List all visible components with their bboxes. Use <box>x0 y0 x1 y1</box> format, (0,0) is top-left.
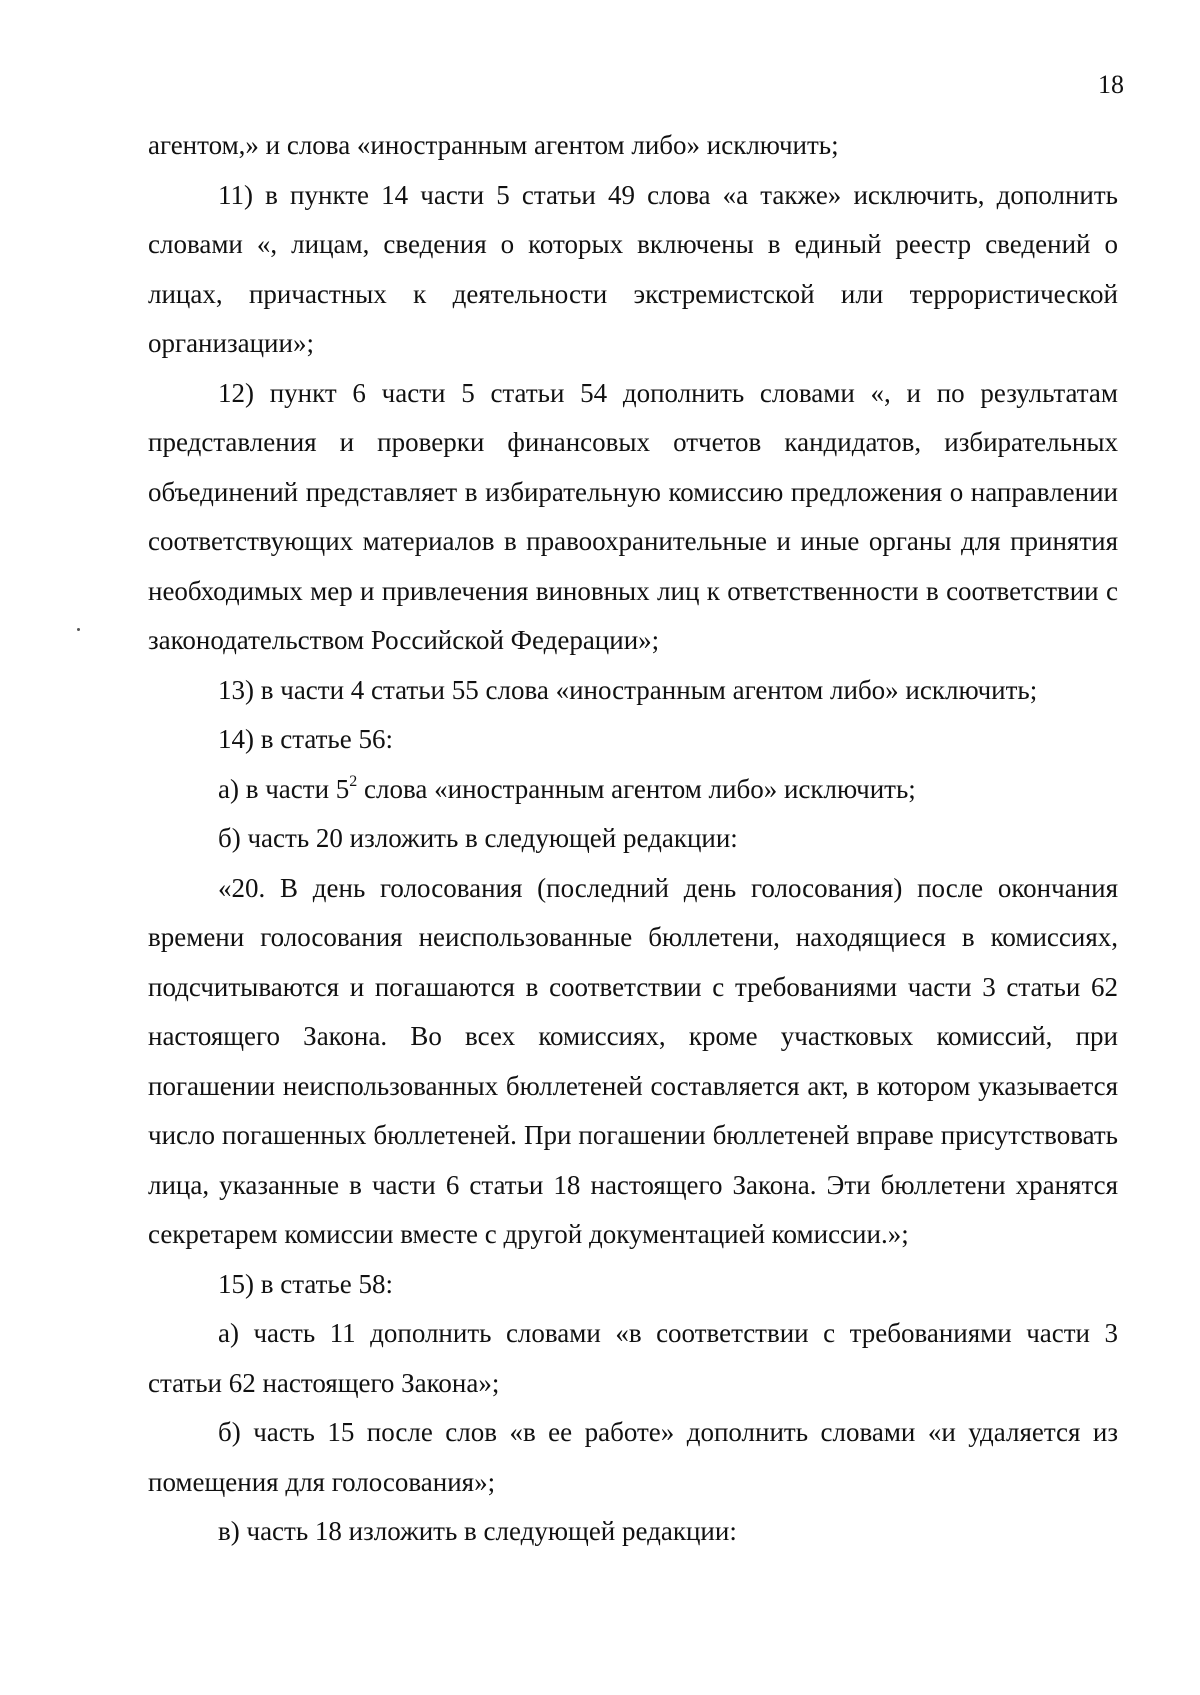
paragraph-item-13: 13) в части 4 статьи 55 слова «иностранным агентом либо» исключить; <box>218 674 1038 705</box>
superscript: 2 <box>349 772 358 790</box>
paragraph-item-15b: б) часть 15 после слов «в ее работе» дополнить словами «и удаляется из помещения для голосования»; <box>148 1417 1118 1497</box>
paragraph-item-14: 14) в статье 56: <box>218 724 393 754</box>
scan-speck <box>77 628 80 631</box>
paragraph-item-14a <box>148 765 1118 815</box>
item-14a-text-end: слова «иностранным агентом либо» исключить; <box>357 773 916 804</box>
item-14a-text-start: а) в части 5 <box>218 773 350 804</box>
paragraph-item-15: 15) в статье 58: <box>218 1268 393 1299</box>
page-number: 18 <box>1098 70 1124 99</box>
paragraph-item-15a: а) часть 11 дополнить словами «в соответствии с требованиями части 3 статьи 62 настоящего Закона»; <box>148 1318 1118 1398</box>
paragraph-continuation: агентом,» и слова «иностранным агентом либо» исключить; <box>148 130 839 160</box>
paragraph-item-14b: б) часть 20 изложить в следующей редакции: <box>218 823 738 853</box>
paragraph-quote-20: «20. В день голосования (последний день голосования) после окончания времени голосования неиспользованные бюллетени, находящиеся в комиссиях, подсчитываются и погашаются в соответствии с требованиями части 3 статьи 62 настоящего Закона. Во всех комиссиях, кроме участковых комиссий, при погашении неиспользованных бюллетеней составляется акт, в котором указывается число погашенных бюллетеней. При погашении бюллетеней вправе присутствовать лица, указанные в части 6 статьи 18 настоящего Закона. Эти бюллетени хранятся секретарем комиссии вместе с другой документацией комиссии.»; <box>148 872 1118 1249</box>
paragraph-item-12: 12) пункт 6 части 5 статьи 54 дополнить словами «, и по результатам представления и проверки финансовых отчетов кандидатов, избирательных объединений представляет в избирательную комиссию предложения о направлении соответствующих материалов в правоохранительные и иные органы для принятия необходимых мер и привлечения виновных лиц к ответственности в соответствии с законодательством Российской Федерации»; <box>148 377 1118 655</box>
paragraph-item-15c: в) часть 18 изложить в следующей редакции: <box>218 1516 737 1546</box>
paragraph-item-11: 11) в пункте 14 части 5 статьи 49 слова «а также» исключить, дополнить словами «, лицам, сведения о которых включены в единый реестр сведений о лицах, причастных к деятельности экстремистской или террористической организации»; <box>148 179 1118 358</box>
document-body <box>148 121 1118 1557</box>
